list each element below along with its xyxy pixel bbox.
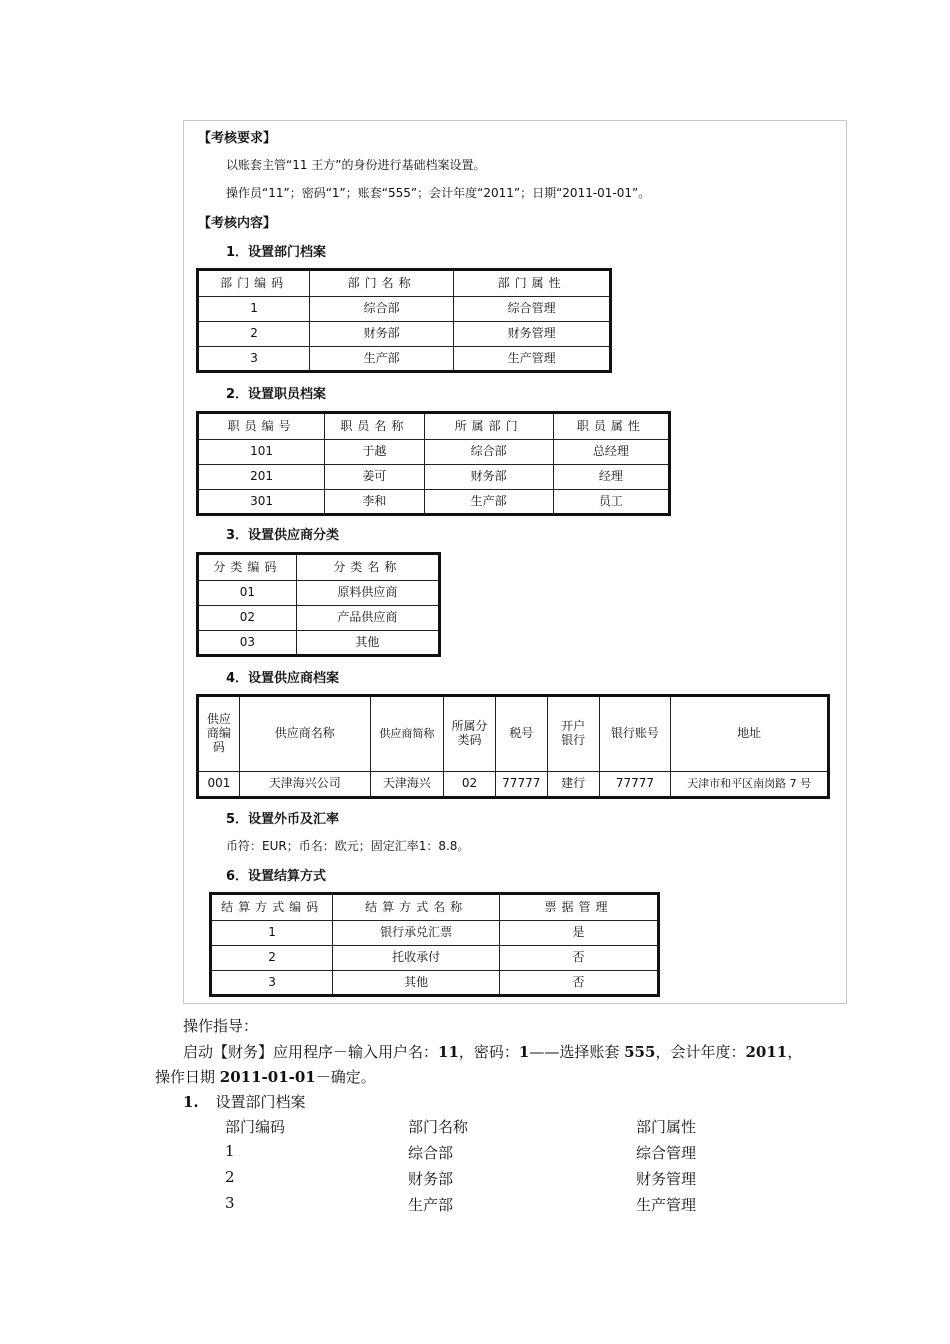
requirements-line-1: 以账套主管“11 王方”的身份进行基础档案设置。 — [226, 158, 486, 172]
section-4-title: 4．设置供应商档案 — [226, 671, 340, 686]
list-item: 综合部 — [408, 1144, 454, 1162]
section-3-title: 3．设置供应商分类 — [226, 528, 340, 543]
table-row — [198, 772, 829, 798]
table-cell: 员工 — [553, 490, 669, 515]
list-header: 部门属性 — [636, 1118, 697, 1136]
guide-text: ，密码： — [458, 1043, 519, 1061]
table-cell: 001 — [198, 772, 240, 798]
section-2-title: 2．设置职员档案 — [226, 387, 327, 402]
guide-text: －确定。 — [315, 1068, 376, 1086]
list-item: 综合管理 — [636, 1144, 697, 1162]
table-cell: 财务部 — [424, 465, 553, 490]
table-cell: 生产管理 — [454, 347, 611, 372]
table-cell: 综合管理 — [454, 297, 611, 322]
header-cell: 职员编号 — [198, 413, 325, 440]
table-row — [211, 946, 659, 971]
item-title: 设置部门档案 — [215, 1093, 306, 1111]
guide-text: ，会计年度： — [655, 1043, 746, 1061]
header-cell: 职员属性 — [553, 413, 669, 440]
table-row — [211, 921, 659, 946]
table-cell: 生产部 — [310, 347, 454, 372]
header-cell: 所属分类码 — [444, 696, 496, 772]
settlement-table — [209, 892, 660, 997]
table-cell: 综合部 — [310, 297, 454, 322]
table-cell: 李和 — [325, 490, 424, 515]
header-cell: 职员名称 — [325, 413, 424, 440]
guide-text: 启动【财务】应用程序－输入用户名： — [183, 1043, 439, 1061]
table-cell: 财务管理 — [454, 322, 611, 347]
table-cell: 1 — [211, 921, 333, 946]
table-cell: 财务部 — [310, 322, 454, 347]
table-row — [211, 971, 659, 996]
list-header: 部门名称 — [408, 1118, 469, 1136]
table-cell: 01 — [198, 581, 297, 606]
list-item: 生产管理 — [636, 1196, 697, 1214]
table-cell: 77777 — [495, 772, 547, 798]
header-cell: 结算方式编码 — [211, 894, 333, 921]
table-cell: 总经理 — [553, 440, 669, 465]
header-cell: 税号 — [495, 696, 547, 772]
table-header-row — [198, 413, 670, 440]
guide-title: 操作指导： — [183, 1017, 259, 1035]
table-row — [198, 631, 440, 656]
table-cell: 银行承兑汇票 — [333, 921, 500, 946]
table-cell: 否 — [500, 946, 659, 971]
table-cell: 03 — [198, 631, 297, 656]
table-cell: 天津海兴 — [370, 772, 443, 798]
table-cell: 建行 — [547, 772, 599, 798]
requirements-heading: 【考核要求】 — [198, 131, 277, 146]
header-cell: 部门名称 — [310, 270, 454, 297]
header-cell: 供应商简称 — [370, 696, 443, 772]
currency-line: 币符：EUR；币名：欧元；固定汇率1：8.8。 — [226, 839, 470, 853]
employee-table — [196, 411, 671, 516]
item-number: 1. — [183, 1093, 199, 1111]
table-cell: 02 — [198, 606, 297, 631]
list-item: 生产部 — [408, 1196, 454, 1214]
table-cell: 原料供应商 — [296, 581, 439, 606]
dept-table — [196, 268, 612, 373]
table-cell: 否 — [500, 971, 659, 996]
guide-line-2 — [155, 1066, 376, 1087]
table-row — [198, 465, 670, 490]
table-cell: 77777 — [599, 772, 671, 798]
guide-year: 2011 — [745, 1043, 788, 1061]
exam-scan-panel — [183, 120, 847, 1004]
header-cell: 票据管理 — [500, 894, 659, 921]
table-cell: 3 — [198, 347, 310, 372]
guide-account: 555 — [624, 1043, 656, 1061]
table-cell: 经理 — [553, 465, 669, 490]
supplier-class-table — [196, 552, 441, 657]
table-cell: 于越 — [325, 440, 424, 465]
guide-text: ——选择账套 — [529, 1043, 625, 1061]
table-cell: 3 — [211, 971, 333, 996]
header-cell: 分类编码 — [198, 554, 297, 581]
guide-item-1 — [183, 1091, 305, 1112]
table-cell: 其他 — [296, 631, 439, 656]
table-cell: 是 — [500, 921, 659, 946]
table-cell: 02 — [444, 772, 496, 798]
guide-line-1 — [183, 1041, 802, 1062]
section-6-title: 6．设置结算方式 — [226, 869, 327, 884]
table-cell: 天津市和平区南岗路 7 号 — [671, 772, 829, 798]
table-cell: 天津海兴公司 — [239, 772, 370, 798]
header-cell: 部门编码 — [198, 270, 310, 297]
list-item: 财务部 — [408, 1170, 454, 1188]
table-cell: 生产部 — [424, 490, 553, 515]
guide-password: 1 — [518, 1043, 530, 1061]
list-item: 1 — [225, 1142, 235, 1160]
list-header: 部门编码 — [225, 1118, 286, 1136]
table-header-row — [198, 696, 829, 772]
table-header-row — [211, 894, 659, 921]
table-row — [198, 297, 611, 322]
table-cell: 301 — [198, 490, 325, 515]
table-cell: 2 — [198, 322, 310, 347]
section-1-title: 1．设置部门档案 — [226, 245, 327, 260]
table-cell: 201 — [198, 465, 325, 490]
table-cell: 产品供应商 — [296, 606, 439, 631]
table-cell: 其他 — [333, 971, 500, 996]
header-cell: 供应商编码 — [198, 696, 240, 772]
list-item: 3 — [225, 1194, 235, 1212]
table-cell: 101 — [198, 440, 325, 465]
table-row — [198, 347, 611, 372]
table-cell: 姜可 — [325, 465, 424, 490]
header-cell: 供应商名称 — [239, 696, 370, 772]
guide-date: 2011-01-01 — [219, 1068, 316, 1086]
list-item: 财务管理 — [636, 1170, 697, 1188]
header-cell: 部门属性 — [454, 270, 611, 297]
table-row — [198, 490, 670, 515]
table-row — [198, 606, 440, 631]
section-5-title: 5．设置外币及汇率 — [226, 812, 340, 827]
requirements-line-2: 操作员“11”；密码“1”；账套“555”；会计年度“2011”；日期“2011-01-01”。 — [226, 186, 651, 200]
guide-user: 11 — [438, 1043, 459, 1061]
table-row — [198, 440, 670, 465]
header-cell: 分类名称 — [296, 554, 439, 581]
table-cell: 1 — [198, 297, 310, 322]
header-cell: 地址 — [671, 696, 829, 772]
table-cell: 托收承付 — [333, 946, 500, 971]
table-header-row — [198, 270, 611, 297]
header-cell: 所属部门 — [424, 413, 553, 440]
table-row — [198, 581, 440, 606]
table-header-row — [198, 554, 440, 581]
guide-text: 操作日期 — [155, 1068, 220, 1086]
table-row — [198, 322, 611, 347]
content-heading: 【考核内容】 — [198, 216, 277, 231]
guide-text: ， — [787, 1043, 803, 1061]
list-item: 2 — [225, 1168, 235, 1186]
header-cell: 开户银行 — [547, 696, 599, 772]
supplier-table — [196, 694, 830, 799]
table-cell: 2 — [211, 946, 333, 971]
header-cell: 银行账号 — [599, 696, 671, 772]
header-cell: 结算方式名称 — [333, 894, 500, 921]
table-cell: 综合部 — [424, 440, 553, 465]
